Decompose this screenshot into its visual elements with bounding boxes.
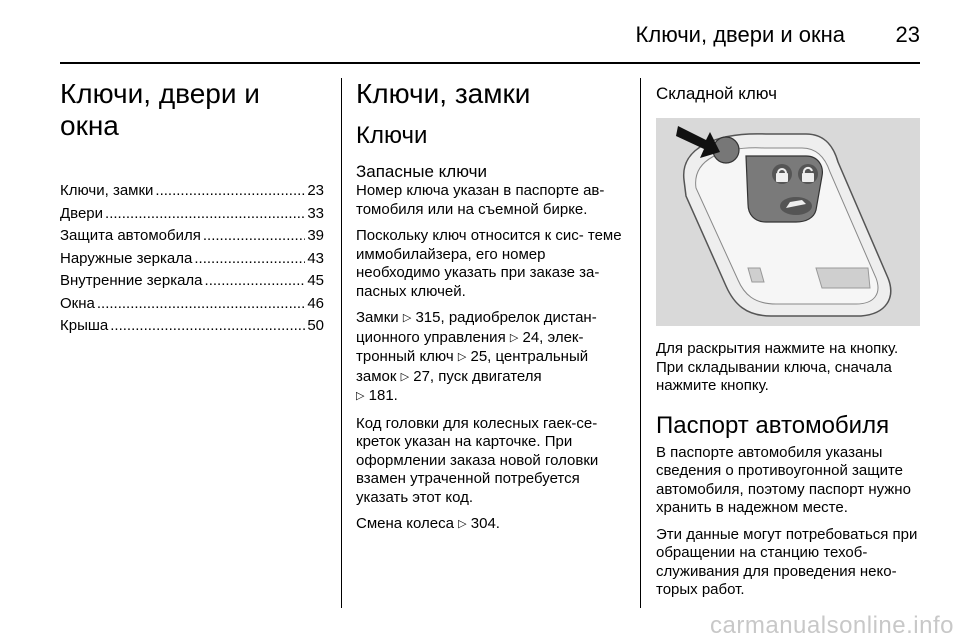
toc-item[interactable] — [60, 272, 324, 295]
toc-item-page: 23 — [307, 182, 324, 199]
chapter-column — [60, 78, 324, 340]
paragraph: В паспорте автомобиля указаны сведения о противоугонной защите автомобиля, поэтому паспорт нужно хранить в надежном месте. — [656, 443, 911, 516]
text: 315, радиобрелок дистан- ционного управления — [356, 309, 597, 346]
column-divider — [640, 78, 641, 608]
topic-heading: Запасные ключи — [356, 162, 487, 181]
paragraph-references — [356, 309, 623, 407]
toc-item-label: Окна — [60, 294, 95, 312]
toc-leader — [205, 272, 306, 289]
toc-item-page: 39 — [307, 227, 324, 244]
toc-leader — [203, 227, 305, 244]
section-title: Ключи, замки — [356, 78, 531, 109]
subsection-title: Паспорт автомобиля — [656, 411, 890, 439]
text: 181. — [364, 387, 398, 404]
toc-leader — [155, 182, 305, 199]
text: Смена колеса — [356, 515, 459, 532]
toc-item-page: 43 — [307, 249, 324, 267]
text: 304. — [466, 515, 500, 532]
arrow-ref-icon: ▷ — [402, 312, 412, 324]
toc-item-page: 46 — [307, 294, 324, 312]
toc-item[interactable] — [60, 317, 324, 340]
topic-heading: Складной ключ — [656, 84, 778, 103]
text: Замки — [356, 309, 403, 326]
chapter-title: Ключи, двери и окна — [60, 78, 260, 141]
header-divider — [60, 62, 920, 64]
column-divider — [341, 78, 342, 608]
toc-item-label: Наружные зеркала — [60, 249, 193, 267]
subsection-title: Ключи — [356, 122, 428, 149]
toc-item[interactable] — [60, 227, 324, 250]
text: 24, элек- тронный ключ — [356, 328, 584, 365]
arrow-ref-icon: ▷ — [356, 390, 365, 402]
arrow-ref-icon: ▷ — [457, 351, 467, 363]
page-header — [60, 22, 920, 52]
arrow-ref-icon: ▷ — [509, 331, 519, 344]
arrow-ref-icon: ▷ — [458, 518, 467, 530]
toc-item-label: Ключи, замки — [60, 182, 154, 199]
watermark-text: carmanualsonline.info — [710, 612, 954, 639]
folding-key-image — [656, 118, 920, 326]
paragraph: Номер ключа указан в паспорте ав- томобиля или на съемной бирке. — [356, 182, 605, 218]
toc-item-page: 33 — [307, 204, 324, 222]
toc-leader — [110, 317, 305, 334]
paragraph-references — [356, 515, 623, 535]
toc-item[interactable] — [60, 182, 324, 205]
toc-item[interactable] — [60, 205, 324, 228]
toc-item-page: 45 — [307, 272, 324, 289]
toc-item[interactable] — [60, 295, 324, 318]
toc-item-label: Защита автомобиля — [60, 227, 201, 244]
keys-column — [356, 78, 623, 543]
toc-item-label: Двери — [60, 204, 104, 222]
paragraph: Для раскрытия нажмите на кнопку. При складывании ключа, сначала нажмите кнопку. — [656, 340, 899, 394]
toc-item[interactable] — [60, 250, 324, 273]
toc-item-label: Крыша — [60, 317, 109, 334]
text: 27, пуск двигателя — [409, 367, 542, 385]
toc-leader — [194, 250, 305, 267]
text: 25, центральный замок — [356, 348, 589, 385]
paragraph: Поскольку ключ относится к сис- теме иммобилайзера, его номер необходимо указать при заказе за- пасных ключей. — [356, 227, 622, 300]
header-title: Ключи, двери и окна — [635, 22, 845, 47]
header-page-number: 23 — [895, 22, 920, 47]
toc-item-page: 50 — [307, 317, 324, 334]
chapter-toc — [60, 182, 324, 340]
toc-leader — [105, 205, 305, 222]
paragraph: Эти данные могут потребоваться при обращении на станцию техоб- служивания для проведения неко- торых работ. — [656, 525, 918, 598]
toc-leader — [97, 295, 305, 312]
paragraph: Код головки для колесных гаек-се- креток указан на карточке. При оформлении заказа новой головки взамен утраченной потребуется указать этот код. — [356, 414, 599, 506]
folding-key-illustration — [656, 118, 920, 326]
toc-item-label: Внутренние зеркала — [60, 272, 203, 289]
arrow-ref-icon: ▷ — [400, 370, 410, 383]
folding-key-column — [656, 78, 922, 608]
